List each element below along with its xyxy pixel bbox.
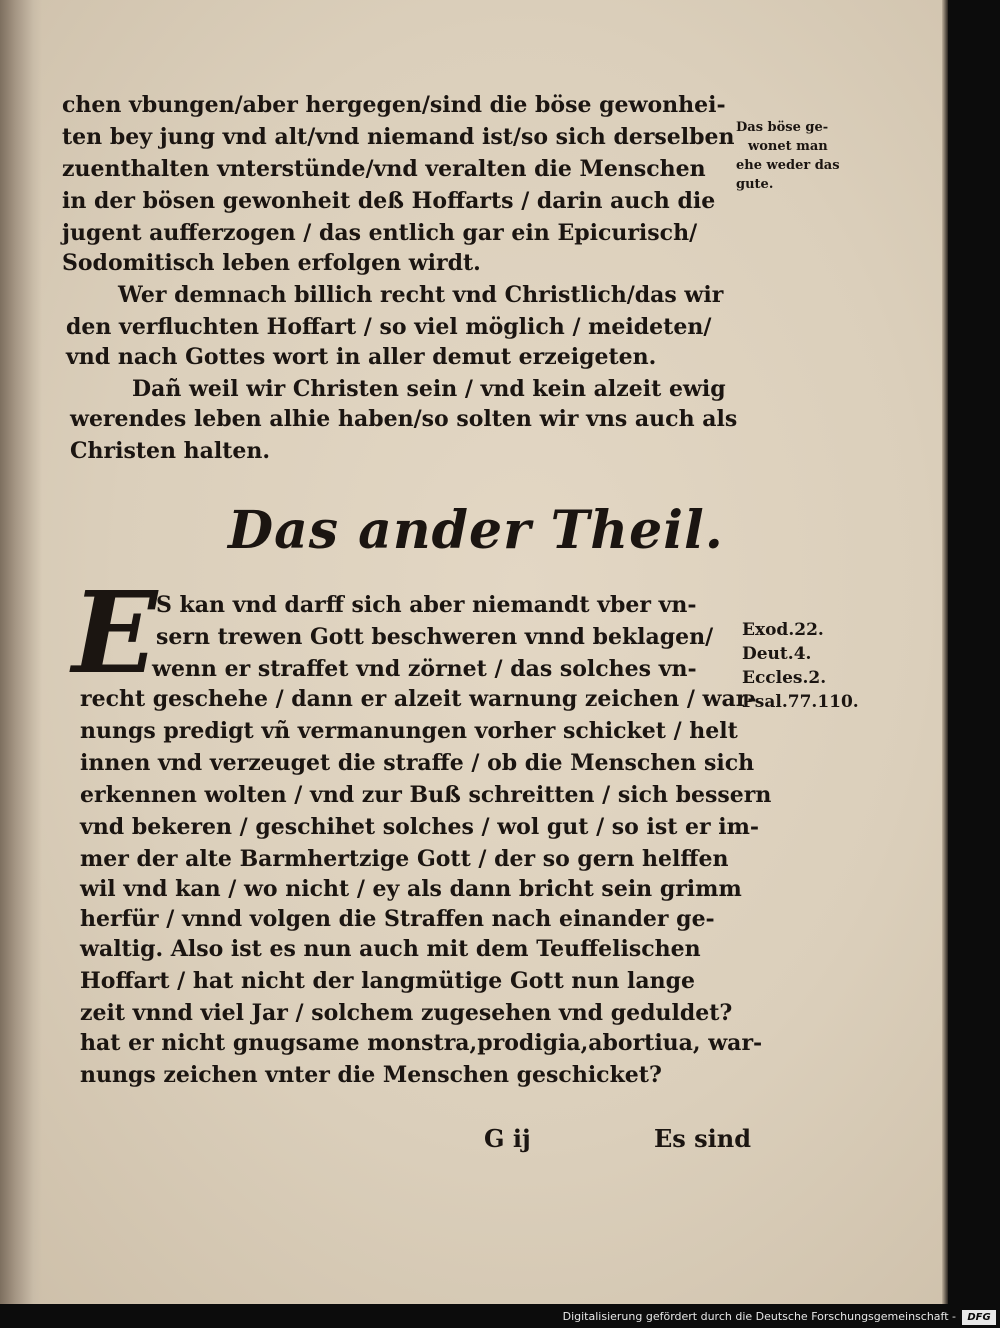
margin-note-line: Deut.4. [742, 644, 812, 664]
margin-note-line: Das böse ge- [736, 120, 829, 135]
margin-note-line: wonet man [748, 139, 828, 154]
text-line: Christen halten. [70, 438, 271, 464]
initial-letter: E [72, 568, 158, 699]
text-line: recht geschehe / dann er alzeit warnung zeichen / war- [80, 686, 757, 712]
text-line: vnd nach Gottes wort in aller demut erzeigeten. [66, 344, 657, 370]
text-line: chen vbungen/aber hergegen/sind die böse gewonhei- [62, 92, 726, 118]
text-line: nungs predigt vñ vermanungen vorher schicket / helt [80, 718, 738, 744]
margin-note-line: gute. [736, 177, 774, 192]
text-line: erkennen wolten / vnd zur Buß schreitten / sich bessern [80, 782, 772, 808]
text-line: jugent aufferzogen / das entlich gar ein Epicurisch/ [62, 220, 698, 246]
text-line: wenn er straffet vnd zörnet / das solches vn- [152, 656, 697, 682]
margin-note-line: ehe weder das [736, 158, 840, 173]
text-line: den verfluchten Hoffart / so viel möglich / meideten/ [66, 314, 712, 340]
text-line: sern trewen Gott beschweren vnnd beklagen/ [156, 624, 714, 650]
margin-note-references [742, 618, 859, 714]
signature-mark: G ij [484, 1124, 531, 1153]
text-line: S kan vnd darff sich aber niemandt vber vn- [156, 592, 697, 618]
section-heading: Das ander Theil. [228, 500, 724, 561]
funding-credit: Digitalisierung gefördert durch die Deutsche Forschungsgemeinschaft - [562, 1310, 956, 1323]
text-line: hat er nicht gnugsame monstra,prodigia,abortiua, war- [80, 1030, 763, 1056]
page-gutter-shadow [0, 0, 42, 1304]
margin-note-line: Eccles.2. [742, 668, 827, 688]
dfg-logo: DFG [962, 1310, 996, 1325]
text-line: Wer demnach billich recht vnd Christlich/das wir [118, 282, 724, 308]
text-line: werendes leben alhie haben/so solten wir vns auch als [70, 406, 738, 432]
text-line: mer der alte Barmhertzige Gott / der so gern helffen [80, 846, 729, 872]
margin-note-gewonheit [736, 118, 840, 194]
text-line: zeit vnnd viel Jar / solchem zugesehen vnd geduldet? [80, 1000, 733, 1026]
text-line: Hoffart / hat nicht der langmütige Gott nun lange [80, 968, 696, 994]
text-line: innen vnd verzeuget die straffe / ob die Menschen sich [80, 750, 755, 776]
footer-bar [0, 1308, 1000, 1328]
text-line: in der bösen gewonheit deß Hoffarts / darin auch die [62, 188, 716, 214]
text-line: ten bey jung vnd alt/vnd niemand ist/so sich derselben [62, 124, 735, 150]
text-line: wil vnd kan / wo nicht / ey als dann bricht sein grimm [80, 876, 742, 902]
text-line: zuenthalten vnterstünde/vnd veralten die Menschen [62, 156, 706, 182]
text-line: nungs zeichen vnter die Menschen geschicket? [80, 1062, 662, 1088]
catchword: Es sind [654, 1124, 752, 1153]
text-line: Dañ weil wir Christen sein / vnd kein alzeit ewig [132, 376, 726, 402]
margin-note-line: Exod.22. [742, 620, 824, 640]
text-line: vnd bekeren / geschihet solches / wol gut / so ist er im- [80, 814, 760, 840]
page-edge-shadow [942, 0, 948, 1304]
margin-note-line: Psal.77.110. [742, 692, 859, 712]
text-line: Sodomitisch leben erfolgen wirdt. [62, 250, 481, 276]
text-line: waltig. Also ist es nun auch mit dem Teuffelischen [80, 936, 701, 962]
text-line: herfür / vnnd volgen die Straffen nach einander ge- [80, 906, 715, 932]
